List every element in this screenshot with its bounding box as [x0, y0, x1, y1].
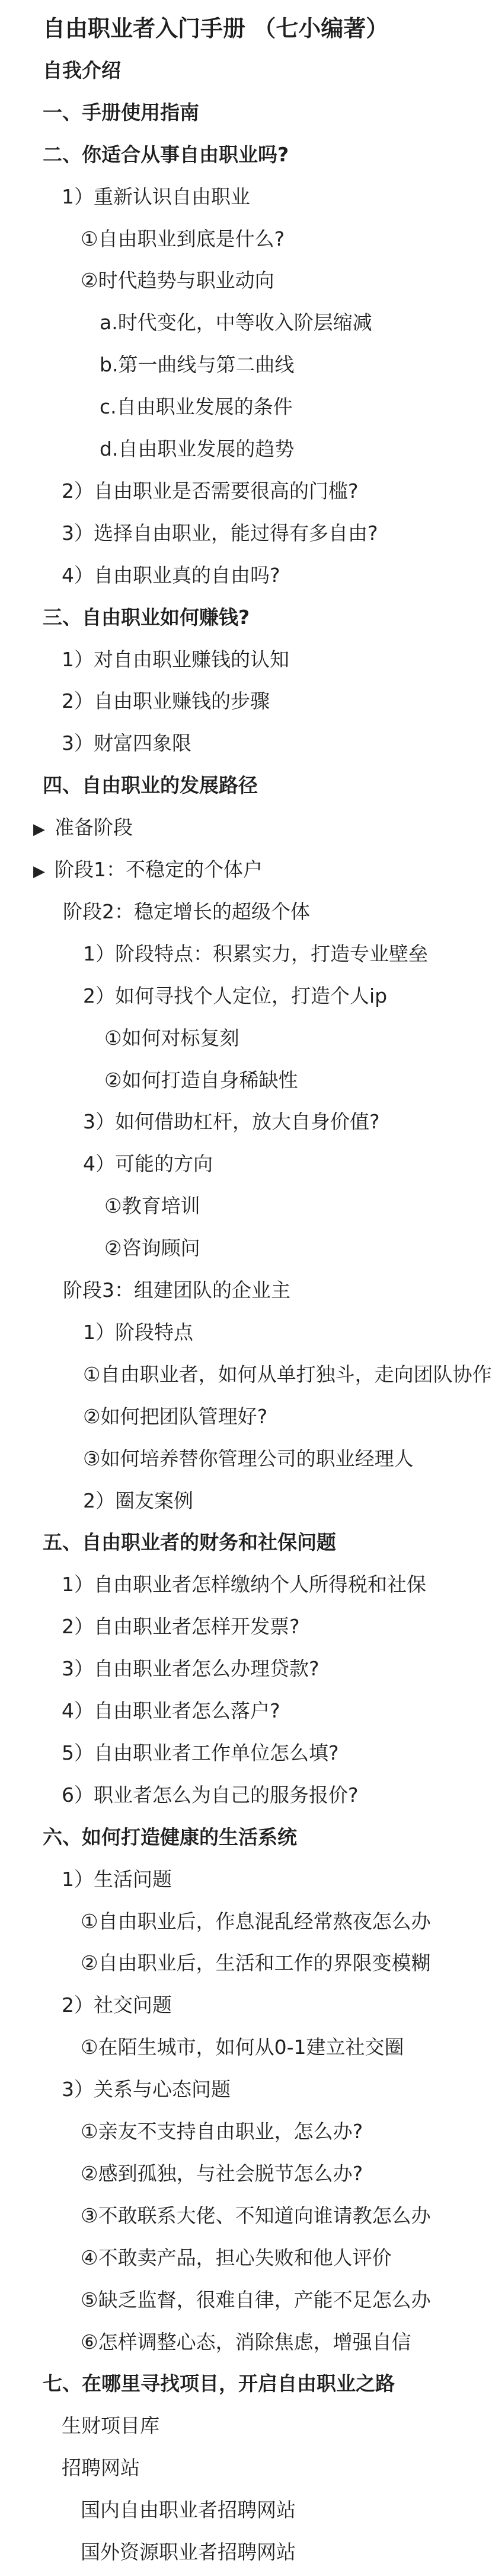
outline-item-label: ①如何对标复刻 [104, 1026, 239, 1050]
outline-item-label: 国外资源职业者招聘网站 [81, 2540, 296, 2564]
outline-item[interactable] [43, 594, 427, 641]
outline-item[interactable] [62, 1856, 427, 1903]
outline-item-label: 4）自由职业真的自由吗? [62, 563, 280, 587]
outline-item-label: 生财项目库 [62, 2414, 159, 2438]
outline-item-label: 招聘网站 [62, 2456, 140, 2480]
outline-item[interactable] [62, 2402, 427, 2450]
outline-item[interactable] [100, 425, 427, 473]
outline-item-label: 2）自由职业是否需要很高的门槛? [62, 479, 359, 503]
outline-item-label: ①自由职业到底是什么? [81, 227, 285, 250]
outline-item-label: ①在陌生城市，如何从0-1建立社交圈 [81, 2036, 404, 2059]
outline-item-label: 2）自由职业赚钱的步骤 [62, 689, 270, 713]
outline-item-label: 3）自由职业者怎么办理贷款? [62, 1657, 320, 1681]
outline-item[interactable] [83, 930, 427, 978]
outline-item-label: d.自由职业发展的趋势 [100, 437, 295, 460]
outline-item[interactable] [43, 1814, 427, 1861]
outline-item-label: ②自由职业后，生活和工作的界限变模糊 [81, 1951, 431, 1975]
outline-item-label: 1）自由职业者怎样缴纳个人所得税和社保 [62, 1573, 426, 1597]
outline-item[interactable] [100, 299, 427, 346]
outline-item[interactable] [81, 2276, 431, 2324]
outline-item-label: 1）阶段特点 [83, 1320, 193, 1344]
outline-item[interactable] [62, 1603, 427, 1650]
outline-item[interactable] [83, 1477, 427, 1525]
outline-item[interactable] [83, 1393, 427, 1440]
outline-item-label: c.自由职业发展的条件 [100, 395, 293, 419]
outline-item[interactable] [62, 1729, 427, 1777]
outline-item-label: ②如何打造自身稀缺性 [104, 1068, 298, 1092]
collapse-toggle-icon[interactable]: ▶ [33, 863, 45, 880]
outline-item[interactable] [83, 1309, 427, 1356]
outline-item[interactable] [104, 1182, 427, 1230]
outline-item-label: 2）社交问题 [62, 1993, 172, 2017]
outline-item-label: ③不敢联系大佬、不知道向谁请教怎么办 [81, 2203, 431, 2227]
outline-item[interactable] [43, 1519, 427, 1566]
outline-item[interactable] [62, 1772, 427, 1819]
outline-item-label: ②如何把团队管理好? [83, 1404, 268, 1428]
outline-item-label: 二、你适合从事自由职业吗? [43, 142, 289, 166]
outline-item[interactable] [83, 1435, 427, 1483]
outline-item-label: 六、如何打造健康的生活系统 [43, 1825, 297, 1849]
outline-item[interactable] [83, 1098, 427, 1146]
outline-item[interactable] [43, 2360, 427, 2408]
outline-item[interactable] [104, 1015, 427, 1062]
outline-item-label: ②时代趋势与职业动向 [81, 269, 274, 292]
outline-item-label: ①亲友不支持自由职业，怎么办? [81, 2120, 363, 2143]
outline-item-label: 2）如何寻找个人定位，打造个人ip [83, 984, 388, 1007]
outline-item-label: 6）职业者怎么为自己的服务报价? [62, 1783, 359, 1807]
outline-item-label: ④不敢卖产品，担心失败和他人评价 [81, 2246, 392, 2269]
outline-item-label: ⑤缺乏监督，很难自律，产能不足怎么办 [81, 2288, 431, 2311]
outline-item[interactable] [63, 888, 427, 936]
outline-item[interactable] [104, 1225, 427, 1272]
outline-item[interactable] [83, 1351, 492, 1398]
outline-item[interactable] [43, 762, 427, 809]
outline-item-label: b.第一曲线与第二曲线 [100, 353, 295, 377]
outline-item[interactable] [43, 47, 427, 94]
outline-item[interactable] [62, 720, 427, 767]
outline-item[interactable] [83, 1140, 427, 1188]
outline-item[interactable] [62, 468, 427, 515]
outline-item[interactable] [81, 215, 427, 263]
outline-item-label: ⑥怎样调整心态，消除焦虑，增强自信 [81, 2330, 411, 2354]
outline-item-label: 国内自由职业者招聘网站 [81, 2498, 296, 2522]
outline-item[interactable] [63, 1267, 427, 1314]
outline-item[interactable] [33, 846, 427, 893]
outline-item-label: 七、在哪里寻找项目，开启自由职业之路 [43, 2372, 395, 2396]
outline-item[interactable] [62, 1982, 427, 2029]
outline-item[interactable] [104, 1057, 427, 1104]
outline-item[interactable] [81, 2150, 427, 2197]
outline-item[interactable] [81, 2234, 427, 2282]
outline-item[interactable] [62, 1645, 427, 1693]
outline-item[interactable] [81, 2529, 427, 2576]
outline-item[interactable] [81, 2024, 427, 2071]
outline-item[interactable] [81, 2108, 427, 2155]
outline-item[interactable] [62, 1687, 427, 1735]
outline-item-label: 3）选择自由职业，能过得有多自由? [62, 521, 378, 545]
outline-item-label: 五、自由职业者的财务和社保问题 [43, 1531, 336, 1554]
outline-item-label: 准备阶段 [55, 816, 133, 839]
outline-item[interactable] [81, 1898, 431, 1945]
outline-item-label: 4）自由职业者怎么落户? [62, 1699, 280, 1722]
outline-item[interactable] [43, 89, 427, 136]
outline-item[interactable] [62, 173, 427, 221]
outline-item-label: ①教育培训 [104, 1194, 200, 1218]
outline-item-label: 3）财富四象限 [62, 732, 191, 755]
outline-item-label: 阶段2：稳定增长的超级个体 [63, 899, 310, 923]
outline-item[interactable] [62, 636, 427, 683]
outline-item-label: 四、自由职业的发展路径 [43, 774, 258, 797]
outline-item-label: 阶段1：不稳定的个体户 [55, 858, 263, 881]
outline-item[interactable] [62, 2066, 427, 2113]
outline-item-label: 3）关系与心态问题 [62, 2078, 231, 2101]
outline-item[interactable] [62, 1561, 427, 1608]
outline-item[interactable] [81, 1939, 431, 1987]
outline-item-label: 三、自由职业如何赚钱? [43, 605, 250, 629]
outline-item[interactable] [62, 552, 427, 599]
outline-item-label: 5）自由职业者工作单位怎么填? [62, 1741, 339, 1764]
outline-item-label: a.时代变化，中等收入阶层缩减 [100, 311, 372, 335]
outline-item-label: 1）重新认识自由职业 [62, 185, 250, 208]
collapse-toggle-icon[interactable]: ▶ [33, 820, 45, 839]
outline-item[interactable] [100, 341, 427, 389]
outline-item[interactable] [81, 2486, 427, 2534]
outline-item-label: 1）阶段特点：积累实力，打造专业壁垒 [83, 942, 428, 965]
outline-item-label: 1）对自由职业赚钱的认知 [62, 647, 289, 671]
outline-item[interactable] [100, 383, 427, 431]
outline-item-label: 1）生活问题 [62, 1867, 172, 1891]
outline-item-label: ②感到孤独，与社会脱节怎么办? [81, 2161, 363, 2185]
outline-item-label: ③如何培养替你管理公司的职业经理人 [83, 1446, 414, 1470]
outline-item[interactable] [81, 257, 427, 304]
outline-item-label: 2）自由职业者怎样开发票? [62, 1615, 300, 1639]
outline-item[interactable] [62, 2444, 427, 2492]
outline-item[interactable] [83, 972, 427, 1020]
outline-item-label: 自我介绍 [43, 58, 121, 82]
outline-item-label: ②咨询顾问 [104, 1236, 200, 1260]
outline-item[interactable] [62, 510, 427, 557]
outline-item[interactable] [62, 678, 427, 725]
outline-item-label: 4）可能的方向 [83, 1152, 213, 1176]
outline-item-label: 阶段3：组建团队的企业主 [63, 1279, 290, 1302]
outline-item-label: 一、手册使用指南 [43, 100, 199, 124]
outline-item-label: ①自由职业者，如何从单打独斗，走向团队协作 [83, 1362, 492, 1386]
outline-item[interactable] [33, 804, 427, 851]
outline-item-label: ①自由职业后，作息混乱经常熬夜怎么办 [81, 1909, 431, 1933]
outline-item-label: 2）圈友案例 [83, 1489, 193, 1512]
outline-item[interactable] [81, 2192, 431, 2240]
outline-item[interactable] [43, 131, 427, 179]
outline-item[interactable] [81, 2319, 427, 2366]
outline-item-label: 3）如何借助杠杆，放大自身价值? [83, 1110, 380, 1134]
document-title: 自由职业者入门手册 （七小编著） [43, 15, 389, 42]
